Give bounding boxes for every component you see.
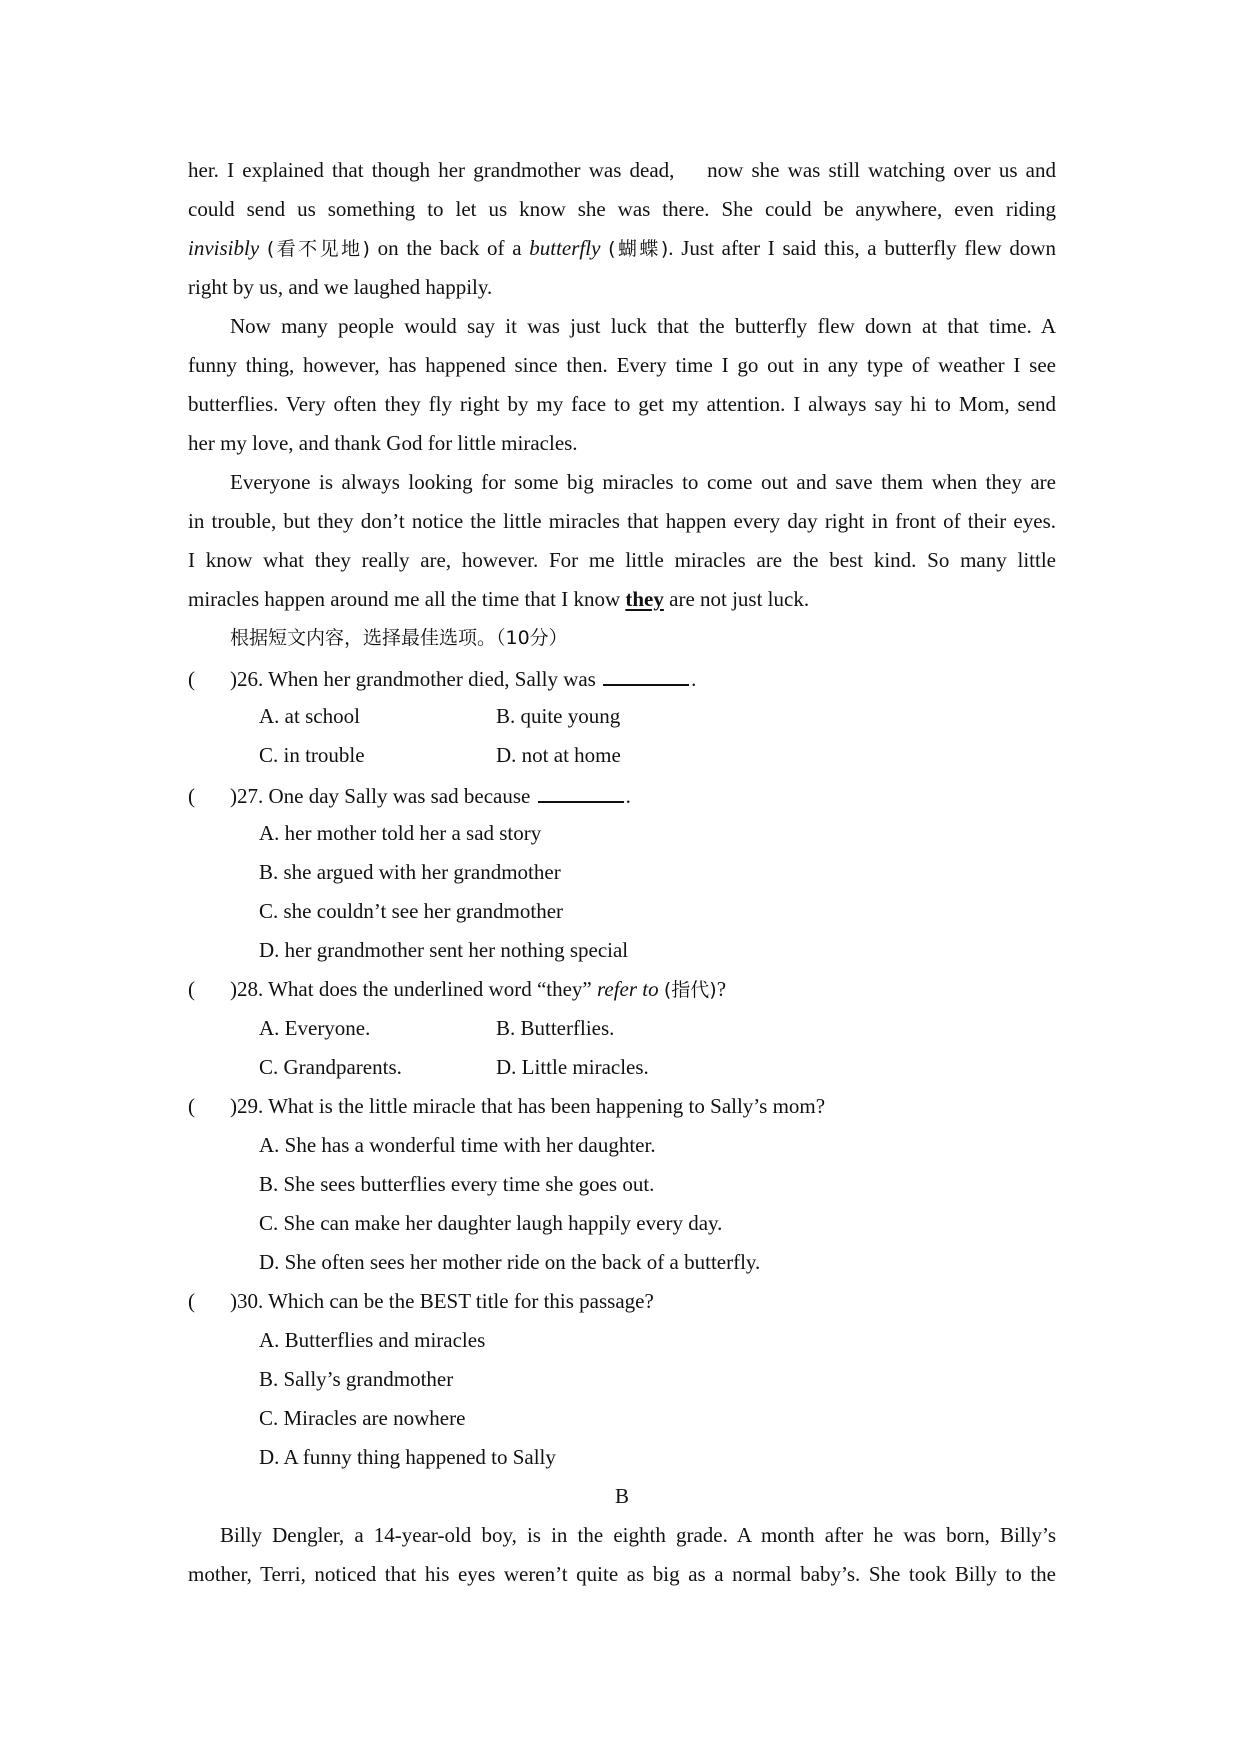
question-stem: )27. One day Sally was sad because [230,784,531,808]
text-segment: on the back of a [369,236,530,260]
text-segment: . Just after I said this, a butterfly flew down [668,236,1056,260]
option-c[interactable]: C. Miracles are nowhere [259,1406,466,1430]
italic-word-butterfly: butterfly [529,236,601,260]
passage-a-p1-line1: her. I explained that though her grandmother was dead, now she was still watching over us and [188,158,1056,182]
question-27 [188,775,1056,814]
answer-paren[interactable]: ( [188,784,195,808]
option-d[interactable]: D. She often sees her mother ride on the back of a butterfly. [259,1250,761,1274]
section-instruction: 根据短文内容，选择最佳选项。（10分） [230,627,568,649]
question-stem: )30. Which can be the BEST title for this passage? [230,1289,654,1313]
option-a[interactable]: A. her mother told her a sad story [259,821,542,845]
question-30 [188,1282,1056,1321]
answer-paren[interactable]: ( [188,977,195,1001]
passage-a-p2-line3: butterflies. Very often they fly right by my face to get my attention. I always say hi to Mom, send [188,392,1056,416]
option-a[interactable]: A. She has a wonderful time with her daughter. [259,1133,656,1157]
answer-blank[interactable] [538,775,624,803]
chinese-gloss-butterfly: (蝴蝶) [608,238,669,260]
question-28-options-row1 [188,1009,1056,1048]
page-content [188,151,1056,1594]
question-26-options-row1 [188,697,1056,736]
option-b[interactable]: B. Butterflies. [496,1016,615,1040]
question-28 [188,970,1056,1009]
passage-a-p2-line2: funny thing, however, has happened since then. Every time I go out in any type of weather I see [188,353,1056,377]
passage-a-p3-line2: in trouble, but they don’t notice the little miracles that happen every day right in front of their eyes. [188,509,1056,533]
option-a[interactable]: A. Everyone. [259,1016,371,1040]
option-b[interactable]: B. Sally’s grandmother [259,1367,454,1391]
chinese-gloss-refer-to: (指代) [663,979,717,1001]
passage-a-p2-line4: her my love, and thank God for little miracles. [188,431,578,455]
question-stem-end: ? [716,977,727,1001]
answer-paren[interactable]: ( [188,1289,195,1313]
option-b[interactable]: B. She sees butterflies every time she goes out. [259,1172,655,1196]
option-c[interactable]: C. she couldn’t see her grandmother [259,899,564,923]
option-b[interactable]: B. she argued with her grandmother [259,860,561,884]
passage-a-p1-line4: right by us, and we laughed happily. [188,275,493,299]
question-28-options-row2 [188,1048,1056,1087]
option-c[interactable]: C. in trouble [259,743,365,767]
chinese-gloss-invisibly: (看不见地) [266,238,370,260]
answer-paren[interactable]: ( [188,1094,195,1118]
question-29 [188,1087,1056,1126]
option-d[interactable]: D. Little miracles. [496,1055,649,1079]
option-d[interactable]: D. not at home [496,743,621,767]
option-c[interactable]: C. Grandparents. [259,1055,402,1079]
passage-a-p1-line2: could send us something to let us know she was there. She could be anywhere, even riding [188,197,1056,221]
question-stem: )28. What does the underlined word “they” [230,977,592,1001]
passage-b-line2: mother, Terri, noticed that his eyes weren’t quite as big as a normal baby’s. She took Billy to the [188,1562,1056,1586]
question-stem: )29. What is the little miracle that has been happening to Sally’s mom? [230,1094,826,1118]
option-a[interactable]: A. at school [259,704,360,728]
answer-blank[interactable] [603,658,689,686]
passage-a-p3-line1: Everyone is always looking for some big miracles to come out and save them when they are [230,470,1056,494]
question-stem: )26. When her grandmother died, Sally was [230,667,596,691]
question-26 [188,658,1056,697]
question-26-options-row2 [188,736,1056,775]
passage-a-p3-line3: I know what they really are, however. For me little miracles are the best kind. So many little [188,548,1056,572]
text-segment: are not just luck. [663,587,810,611]
passage-b-line1: Billy Dengler, a 14-year-old boy, is in the eighth grade. A month after he was born, Billy’s [220,1523,1056,1547]
option-c[interactable]: C. She can make her daughter laugh happily every day. [259,1211,723,1235]
passage-a-p3-line4 [188,580,1056,619]
option-a[interactable]: A. Butterflies and miracles [259,1328,486,1352]
option-b[interactable]: B. quite young [496,704,621,728]
question-stem-end: . [625,784,631,808]
question-stem-end: . [691,667,697,691]
passage-a-p1-line3 [188,229,1056,268]
italic-phrase-refer-to: refer to [597,977,659,1001]
option-d[interactable]: D. A funny thing happened to Sally [259,1445,556,1469]
underlined-word-they: they [625,587,664,611]
section-b-heading: B [614,1484,629,1508]
italic-word-invisibly: invisibly [188,236,260,260]
answer-paren[interactable]: ( [188,667,195,691]
option-d[interactable]: D. her grandmother sent her nothing special [259,938,629,962]
text-segment: miracles happen around me all the time that I know [188,587,626,611]
passage-a-p2-line1: Now many people would say it was just luck that the butterfly flew down at that time. A [230,314,1056,338]
